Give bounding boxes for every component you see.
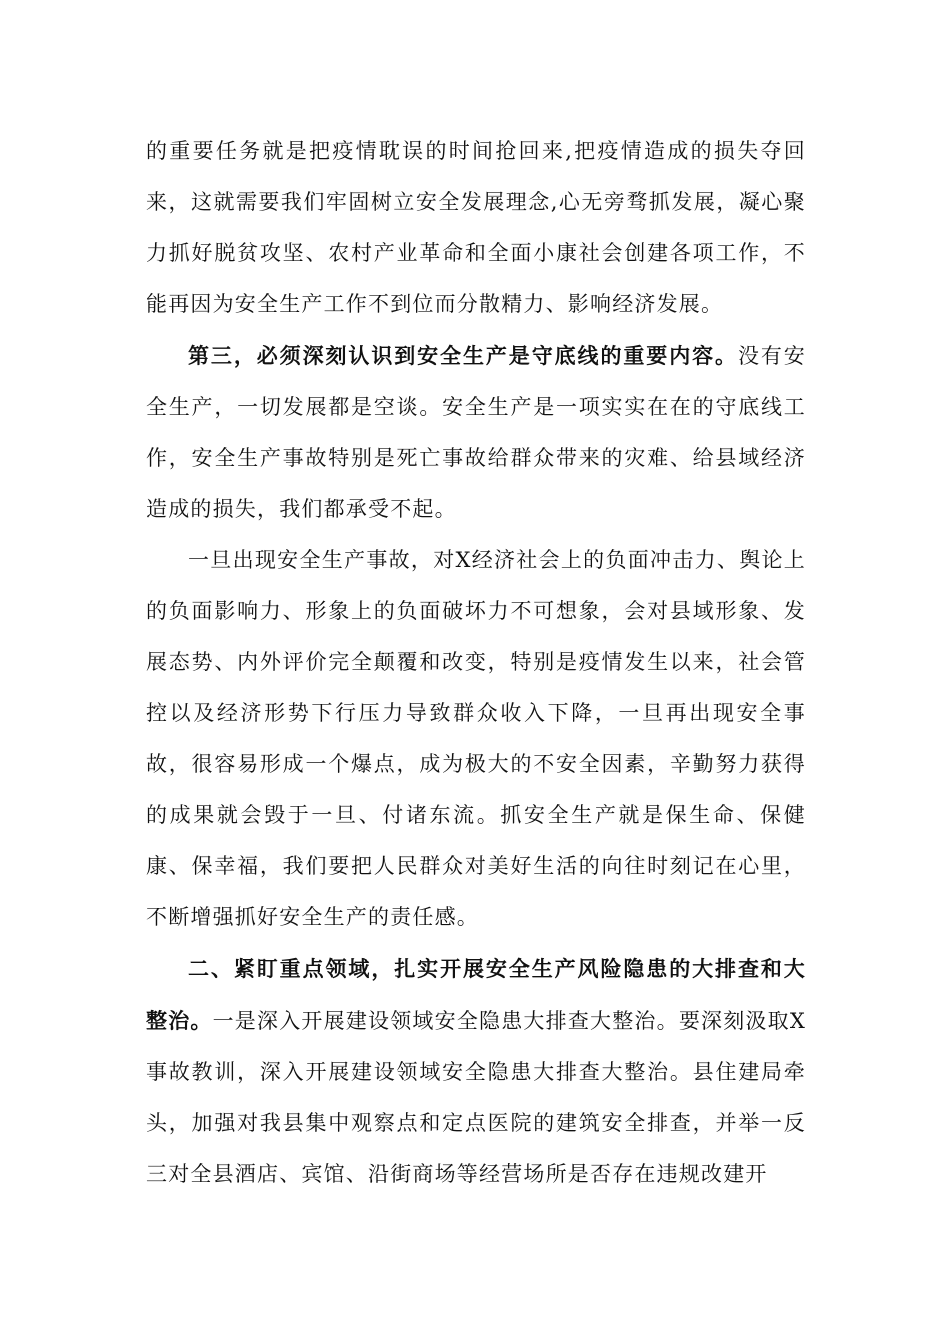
paragraph-text: 没有安全生产，一切发展都是空谈。安全生产是一项实实在在的守底线工作，安全生产事故特别是死亡事故给群众带来的灾难、给县域经济造成的损失，我们都承受不起。 [146,344,806,521]
paragraph-lead-heading: 第三，必须深刻认识到安全生产是守底线的重要内容。 [188,343,738,368]
section-heading: 二、紧盯重点领域，扎实开展安全生产风险隐患的大排查和大整治。 [146,956,806,1033]
paragraph-section-two [146,943,806,1200]
paragraph-text: 的重要任务就是把疫情耽误的时间抢回来,把疫情造成的损失夺回来，这就需要我们牢固树立安全发展理念,心无旁骛抓发展，凝心聚力抓好脱贫攻坚、农村产业革命和全面小康社会创建各项工作，不能再因为安全生产工作不到位而分散精力、影响经济发展。 [146,139,806,316]
paragraph-third-point [146,330,806,535]
document-body [146,126,806,1200]
paragraph-text: 一是深入开展建设领域安全隐患大排查大整治。要深刻汲取X事故教训，深入开展建设领域安全隐患大排查大整治。县住建局牵头，加强对我县集中观察点和定点医院的建筑安全排查，并举一反三对全县酒店、宾馆、沿街商场等经营场所是否存在违规改建开 [146,1009,806,1186]
paragraph-accident-impact [146,535,806,943]
paragraph-continued [146,126,806,330]
paragraph-text: 一旦出现安全生产事故，对X经济社会上的负面冲击力、舆论上的负面影响力、形象上的负面破坏力不可想象，会对县域形象、发展态势、内外评价完全颠覆和改变，特别是疫情发生以来，社会管控以及经济形势下行压力导致群众收入下降，一旦再出现安全事故，很容易形成一个爆点，成为极大的不安全因素，辛勤努力获得的成果就会毁于一旦、付诸东流。抓安全生产就是保生命、保健康、保幸福，我们要把人民群众对美好生活的向往时刻记在心里，不断增强抓好安全生产的责任感。 [146,548,806,929]
